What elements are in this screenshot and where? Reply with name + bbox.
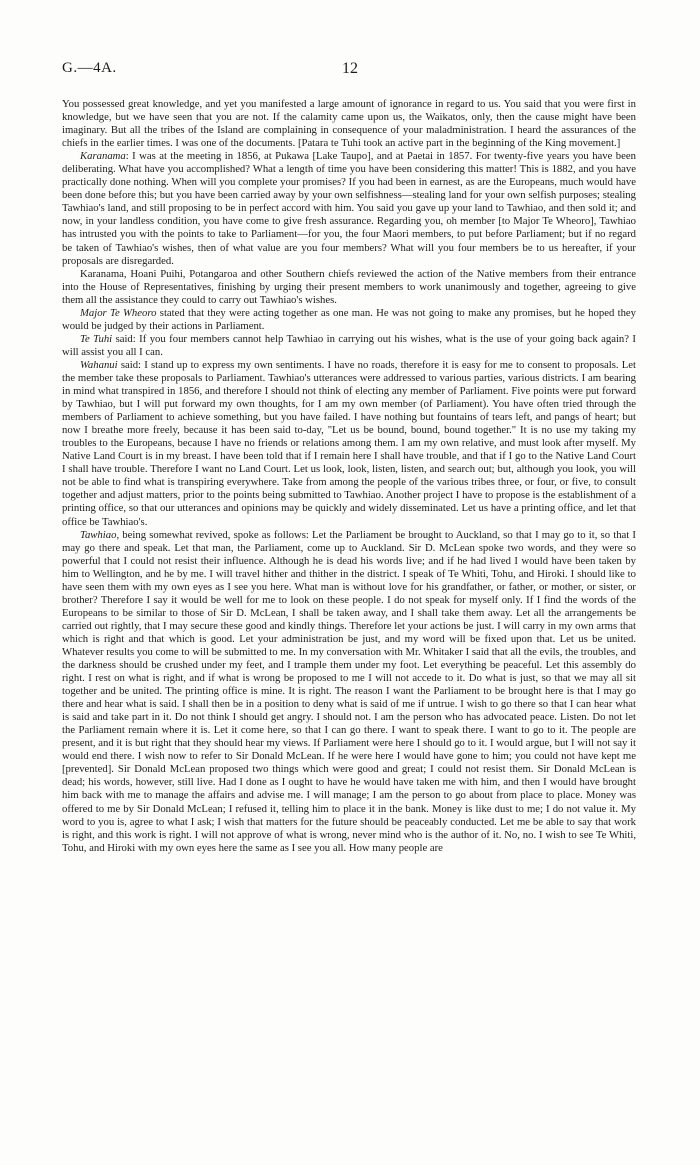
- paragraph: [62, 333, 636, 359]
- paragraph-text: You possessed great knowledge, and yet you manifested a large amount of ignorance in regard to us. You said that you were first in knowledge, but we have seen that you are not. If the calamity came upon us, the Waikatos, only, then the cause might have been imaginary. But all the tribes of the Island are complaining in consequence of your maladministration. I heard the assurances of the chiefs in the earlier times. I was one of the documents. [Patara te Tuhi took an active part in the beginning of the King movement.]: [62, 98, 636, 150]
- body-text: [62, 98, 636, 855]
- speaker-name: Te Tuhi: [80, 332, 113, 345]
- paragraph-text: , being somewhat revived, spoke as follows: Let the Parliament be brought to Auckland, so that I may go to it, so that I may go there and speak. Let that man, the Parliament, come up to Auckland. Sir D. McLean spoke two words, and they were so powerful that I could not resist their influence. Although he is dead his words live; and if he had lived I would have been taken by him to Wellington, and he by me. I will travel hither and thither in the district. I speak of Te Whiti, Tohu, and Hiroki. I should like to have seen them with my own eyes as I see you here. What man is without love for his grandfather, or father, or mother, or sister, or brother? Therefore I say it would be well for me to look on these people. I do not speak for myself only. If I find the words of the Europeans to be similar to those of Sir D. McLean, I shall be taken away, and I shall take them away. Let all the arrangements be carried out rightly, that I may secure these good and kindly things. Therefore let your actions be just. I will carry in my own arms that which is right and that which is good. Let your administration be just, and my word will be fixed upon that. Let us be united. Whatever results you come to will be submitted to me. In my conversation with Mr. Whitaker I said that all the evils, the troubles, and the darkness should be crushed under my feet, and I trample them under my foot. Let everything be peaceful. Let this assembly do right. I rest on what is right, and if what is wrong be proposed to me I will not accede to it. Do what is just, so that we may all sit together and be united. The printing office is mine. It is right. The reason I want the Parliament to be brought here is that I may go there and hear what is said. I shall then be in a position to deny what is said of me if untrue. I wish to go there so that I can hear what is said and take part in it. Do not think I should get angry. I should not. I am the person who has advocated peace. Listen. Do not let the Parliament remain where it is. Let it come here, so that I can go there. I want to speak there. I want to go to it. The people are present, and it is but right that they should hear my views. If Parliament were here I should go to it. I would argue, but I will not say it would end there. I wish now to refer to Sir Donald McLean. If he were here I would have gone to him; you could not have kept me [prevented]. Sir Donald McLean proposed two things which were good and great; I could not resist them. Sir Donald McLean is dead; his words, however, still live. Had I done as I ought to have he would have taken me with him, and then I would have brought him back with me to manage the affairs and advise me. I will manage; I am the person to go about from place to place. Money was offered to me by Sir Donald McLean; I refused it, telling him to place it in the bank. Money is like dust to me; I do not value it. My word to you is, agree to what I ask; I wish that matters for the future should be peaceably conducted. Let me be able to say that work is right, and this work is right. I will not approve of what is wrong, never mind who is the author of it. No, no. I wish to see Te Whiti, Tohu, and Hiroki with my own eyes here the same as I see you all. How many people are: [62, 528, 636, 854]
- paragraph-text: said: I stand up to express my own sentiments. I have no roads, therefore it is easy for me to consent to proposals. Let the member take these proposals to Parliament. Tawhiao's utterances were addressed to various parties, various districts. I am bearing in mind what transpired in 1856, and therefore I should not think of electing any member of Parliament. Five points were put forward by Tawhiao, but I will put forward my own thoughts, for I am my own member (of Parliament). You have often tried through the members of Parliament to achieve something, but you have failed. I have nothing but fountains of tears left, and pangs of heart; but now I breathe more freely, because it has been said to-day, "Let us be bound, bound, bound together." It is no use my taking my troubles to the Europeans, because I have no friends or relations among them. I am my own relative, and must look after myself. My Native Land Court is in my breast. I have been told that if I remain here I shall have trouble, and that if I go to the Native Land Court I shall have trouble. Therefore I want no Land Court. Let us look, look, listen, listen, and search out; but, although you look, you will not be able to find what is transpiring everywhere. Take from among the people of the various tribes three, or four, or five, to consult together and adjust matters, prior to the points being submitted to Tawhiao. Another project I have to propose is the establishment of a printing office, so that our utterances and opinions may be quickly and widely disseminated. Let us have a printing office, and let that office be Tawhiao's.: [62, 358, 636, 528]
- page-header: [62, 60, 638, 82]
- speaker-name: Major Te Wheoro: [80, 306, 157, 319]
- speaker-name: Karanama: [80, 150, 126, 163]
- paragraph: [62, 307, 636, 333]
- paragraph-text: stated that they were acting together as one man. He was not going to make any promises, but he hoped they would be judged by their actions in Parliament.: [62, 306, 637, 332]
- speaker-name: Tawhiao: [80, 528, 117, 541]
- paragraph: [62, 529, 636, 855]
- paragraph: [62, 359, 636, 529]
- page-number: 12: [342, 60, 358, 77]
- speaker-name: Wahanui: [80, 358, 118, 371]
- paragraph: [62, 150, 636, 267]
- paragraph: [62, 98, 636, 150]
- document-reference: G.—4A.: [62, 60, 117, 76]
- paragraph-text: Karanama, Hoani Puihi, Potangaroa and other Southern chiefs reviewed the action of the Native members from their entrance into the House of Representatives, finishing by urging their present members to work unanimously and together, agreeing to give them all the assistance they could to carry out Tawhiao's wishes.: [62, 267, 636, 306]
- paragraph: [62, 268, 636, 307]
- paragraph-text: said: If you four members cannot help Tawhiao in carrying out his wishes, what is the use of your going back again? I will assist you all I can.: [62, 332, 636, 358]
- paragraph-text: : I was at the meeting in 1856, at Pukawa [Lake Taupo], and at Paetai in 1857. For twenty-five years you have been deliberating. What have you accomplished? What a length of time you have been considering this matter! This is 1882, and you have practically done nothing. When will you complete your promises? If you had been in earnest, as are the Europeans, much would have been done before this; but you have been carried away by your own selfishness—stealing land for your own selfish purposes; stealing Tawhiao's land, and still proposing to be in perfect accord with him. You said you gave up your land to Tawhiao, and then sold it; and now, in your landless condition, you have come to give fresh assurance. Regarding you, oh member [to Major Te Wheoro], Tawhiao has intrusted you with the points to take to Parliament—for you, the four Maori members, to put before Parliament; but if no regard be taken of Tawhiao's wishes, then of what value are you four members? What will you four members be to us hereafter, if your proposals are disregarded.: [62, 150, 636, 267]
